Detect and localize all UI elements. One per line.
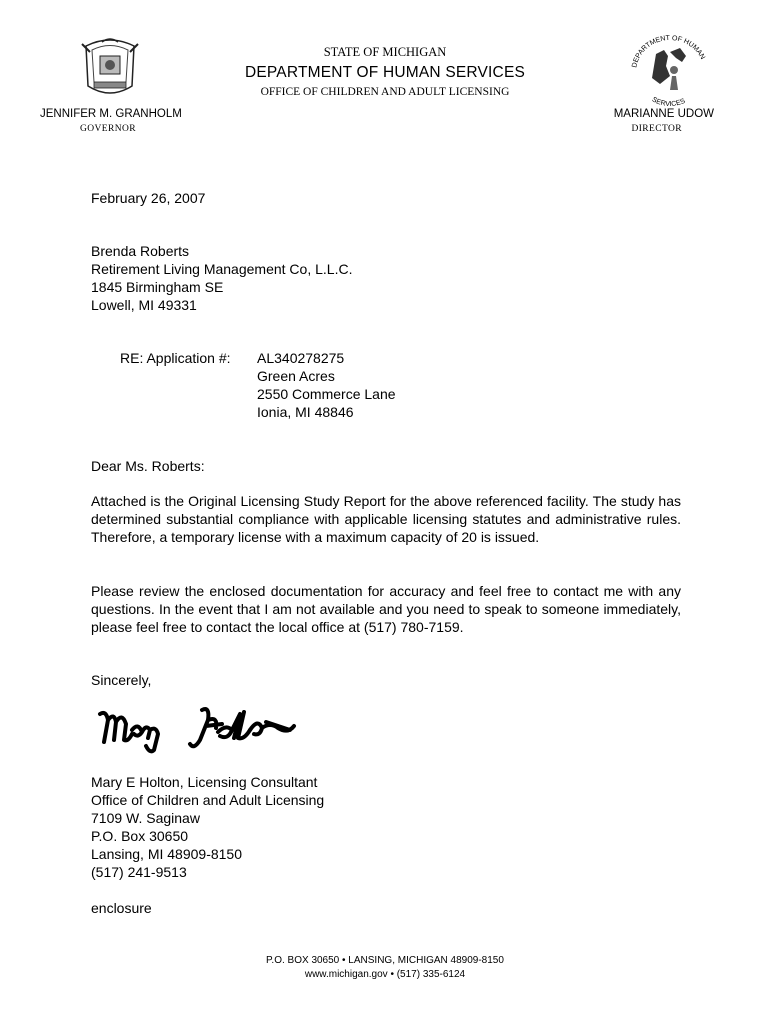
governor-title: GOVERNOR [80,124,136,134]
application-number: AL340278275 [257,350,345,366]
director-title: DIRECTOR [631,124,682,134]
footer-contact: www.michigan.gov • (517) 335-6124 [304,969,466,980]
sender-city: Lansing, MI 48909-8150 [91,846,242,862]
facility-name: Green Acres [257,368,335,384]
sender-name: Mary E Holton, Licensing Consultant [91,774,318,790]
dhs-logo-icon [626,32,714,106]
re-details [257,349,396,421]
closing: Sincerely, [91,672,152,688]
svg-text:DEPARTMENT OF HUMAN: DEPARTMENT OF HUMAN [631,34,706,69]
sender-street: 7109 W. Saginaw [91,810,200,826]
recipient-street: 1845 Birmingham SE [91,279,224,295]
governor-name: JENNIFER M. GRANHOLM [40,108,182,120]
state-heading: STATE OF MICHIGAN [323,45,447,59]
recipient-name: Brenda Roberts [91,243,190,259]
director-name: MARIANNE UDOW [613,108,714,120]
enclosure-note: enclosure [91,900,152,916]
signature-icon [94,700,308,756]
letter-date: February 26, 2007 [91,190,206,206]
re-label: RE: Application #: [120,350,231,366]
sender-pobox: P.O. Box 30650 [91,828,189,844]
salutation: Dear Ms. Roberts: [91,458,205,474]
recipient-address [91,242,352,314]
recipient-company: Retirement Living Management Co, L.L.C. [91,261,353,277]
facility-street: 2550 Commerce Lane [257,386,396,402]
sender-phone: (517) 241-9513 [91,864,187,880]
facility-city: Ionia, MI 48846 [257,404,354,420]
office-heading: OFFICE OF CHILDREN AND ADULT LICENSING [260,86,510,98]
department-heading: DEPARTMENT OF HUMAN SERVICES [244,64,526,81]
footer-address: P.O. BOX 30650 • LANSING, MICHIGAN 48909-8150 [266,955,504,966]
sender-office: Office of Children and Adult Licensing [91,792,325,808]
svg-text:SERVICES: SERVICES [650,96,687,106]
paragraph-2: Please review the enclosed documentation for accuracy and feel free to contact me with any questions. In the event that I am not available and you need to speak to someone immediately, please feel free to contact the local office at (517) 780-7159. [91,583,681,635]
paragraph-1: Attached is the Original Licensing Study Report for the above referenced facility. The study has determined substantial compliance with applicable licensing statutes and administrative rules. Therefore, a temporary license with a maximum capacity of 20 is issued. [91,493,681,545]
recipient-city: Lowell, MI 49331 [91,297,197,313]
sender-block [91,773,324,881]
